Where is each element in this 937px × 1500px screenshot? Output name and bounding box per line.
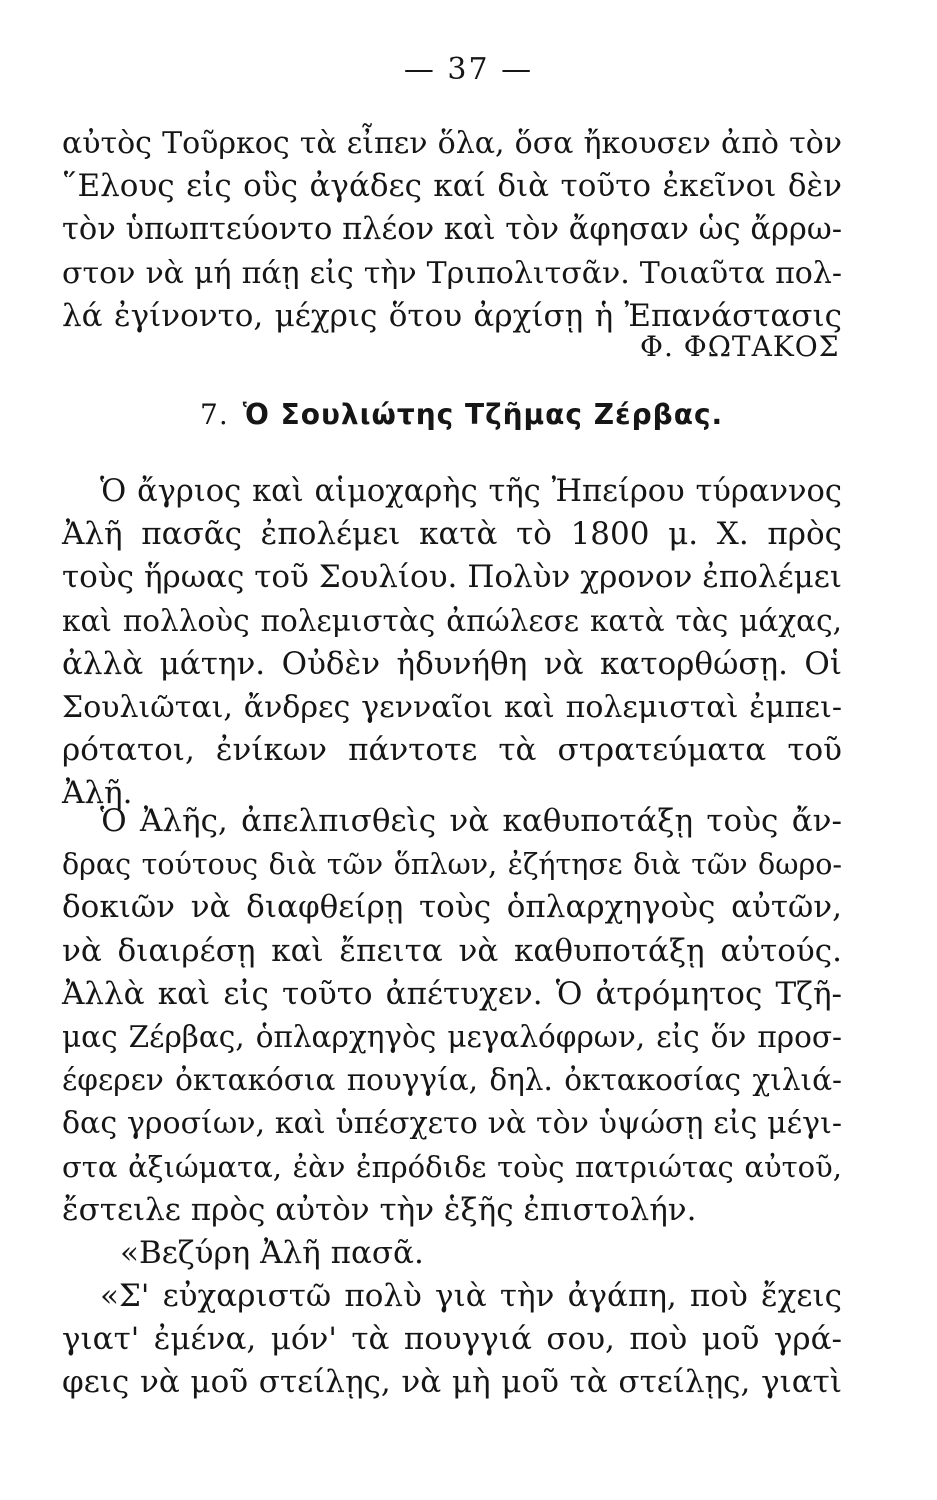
text-line: δας γροσίων, καὶ ὑπέσχετο νὰ τὸν ὑψώσῃ εἰς μέγι- — [62, 1106, 842, 1142]
text-line: έφερεν ὀκτακόσια πουγγία, δηλ. ὀκτακοσίας χιλιά- — [62, 1063, 842, 1098]
page-number: — 37 — — [403, 52, 534, 87]
text-line: γιατ' ἐμένα, μόν' τὰ πουγγιά σου, ποὺ μοῦ γρά- — [62, 1321, 842, 1358]
text-line: δοκιῶν νὰ διαφθείρῃ τοὺς ὁπλαρχηγοὺς αὐτῶν, — [62, 889, 842, 926]
paragraph-3 — [62, 800, 842, 1405]
text-line: ρότατοι, ἐνίκων πάντοτε τὰ στρατεύματα τοῦ — [62, 732, 842, 769]
text-line: αὐτὸς Τοῦρκος τὰ εἶπεν ὅλα, ὅσα ἤκουσεν ἀπὸ τὸν — [62, 126, 842, 161]
text-line: τὸν ὑπωπτεύοντο πλέον καὶ τὸν ἄφησαν ὡς ἄρρω- — [62, 212, 842, 248]
section-title: Ὁ Σουλιώτης Τζῆμας Ζέρβας. — [242, 398, 724, 431]
text-line: «Βεζύρη Ἀλῆ πασᾶ. — [120, 1234, 424, 1271]
text-line: Ἀλῆ. — [62, 775, 133, 812]
text-line: νὰ διαιρέσῃ καὶ ἔπειτα νὰ καθυποτάξῃ αὐτούς. — [62, 932, 842, 969]
text-line: δρας τούτους διὰ τῶν ὅπλων, ἐζήτησε διὰ τῶν δωρο- — [62, 848, 842, 882]
section-heading — [200, 398, 723, 431]
author-signature: Φ. ΦΩΤΑΚΟΣ — [640, 330, 840, 363]
text-line: στον νὰ μή πάῃ εἰς τὴν Τριπολιτσᾶν. Τοιαῦτα πολ- — [62, 255, 842, 291]
text-line: Ὁ Ἀλῆς, ἀπελπισθεὶς νὰ καθυποτάξῃ τοὺς ἄν- — [100, 803, 842, 839]
text-line: καὶ πολλοὺς πολεμιστὰς ἀπώλεσε κατὰ τὰς μάχας, — [62, 603, 842, 638]
text-line: τοὺς ἥρωας τοῦ Σουλίου. Πολὺν χρονον ἐπολέμει — [62, 559, 842, 596]
text-line: μας Ζέρβας, ὁπλαρχηγὸς μεγαλόφρων, εἰς ὅν προσ- — [62, 1019, 842, 1054]
text-line: στα ἀξιώματα, ἐὰν ἐπρόδιδε τοὺς πατριώτας αὐτοῦ, — [62, 1149, 842, 1184]
text-line: ῞Ελους εἰς οὓς ἀγάδες καί διὰ τοῦτο ἐκεῖνοι δὲν — [62, 168, 842, 205]
text-line: Ἀλλὰ καὶ εἰς τοῦτο ἀπέτυχεν. Ὁ ἀτρόμητος Τζῆ- — [62, 975, 842, 1012]
paragraph-1 — [62, 122, 842, 338]
text-line: φεις νὰ μοῦ στείλῃς, νὰ μὴ μοῦ τὰ στείλῃς, γιατὶ — [62, 1364, 842, 1401]
text-line: ἔστειλε πρὸς αὐτὸν τὴν ἑξῆς ἐπιστολήν. — [62, 1191, 697, 1228]
text-line: Σουλιῶται, ἄνδρες γενναῖοι καὶ πολεμισταὶ ἐμπει- — [62, 689, 842, 725]
text-line: λά ἐγίνοντο, μέχρις ὅτου ἀρχίσῃ ἡ Ἐπανάστασις — [62, 297, 842, 334]
text-line: «Σ' εὐχαριστῶ πολὺ γιὰ τὴν ἀγάπη, ποὺ ἔχεις — [100, 1278, 842, 1315]
paragraph-2 — [62, 470, 842, 816]
section-number: 7. — [200, 398, 229, 431]
text-line: ἀλλὰ μάτην. Οὐδὲν ἠδυνήθη νὰ κατορθώσῃ. Οἱ — [62, 645, 842, 682]
text-line: Ἀλῆ πασᾶς ἐπολέμει κατὰ τὸ 1800 μ. Χ. πρὸς — [62, 516, 842, 553]
text-line: Ὁ ἄγριος καὶ αἱμοχαρὴς τῆς Ἠπείρου τύραννος — [100, 474, 842, 509]
